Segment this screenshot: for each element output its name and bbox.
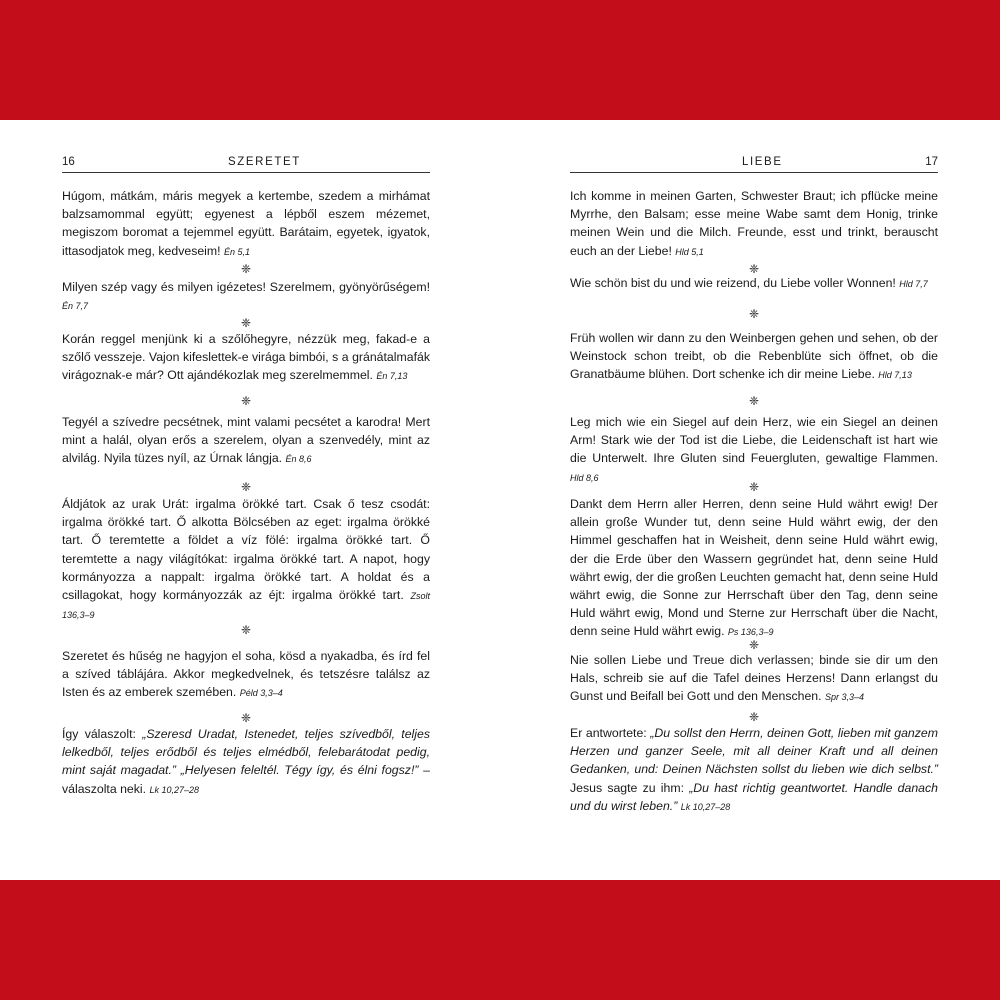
verse-text: Így válaszolt: [62,727,143,741]
ornament-divider: ❈ [748,480,760,494]
verse-paragraph [62,725,430,799]
verse-reference: Lk 10,27–28 [680,801,731,812]
verse-paragraph [62,330,430,386]
ornament-divider: ❈ [240,480,252,494]
verse-text: Szeretet és hűség ne hagyjon el soha, kösd a nyakadba, és írd fel a szíved táblájára. Akkor megkedvelnek, és tetszésre találsz az Isten és az emberek szemében. [62,649,430,700]
ornament-divider: ❈ [748,307,760,321]
ornament-divider: ❈ [240,316,252,330]
verse-reference: Péld 3,3–4 [239,688,283,699]
verse-quote: „Szeresd Uradat, Istenedet, teljes szívedből, teljes lelkedből, teljes erődből és teljes elmédből, felebarátodat pedig, mint saját magadat.” „Helyesen feleltél. Tégy így, és élni fogsz!” [62,727,431,778]
ornament-divider: ❈ [240,262,252,276]
verse-paragraph [62,278,430,315]
verse-text: Tegyél a szívedre pecsétnek, mint valami pecsétet a karodra! Mert mint a halál, olyan erős a szerelem, olyan a szenvedély, mint az alvilág. Nyila tüzes nyíl, az Úrnak lángja. [62,415,430,466]
ornament-divider: ❈ [748,262,760,276]
running-title: SZERETET [228,156,301,168]
verse-paragraph [570,274,938,293]
top-red-band [0,0,1000,120]
verse-quote: „Du sollst den Herrn, deinen Gott, lieben mit ganzem Herzen und ganzer Seele, mit all deiner Kraft und all deinen Gedanken, und: Deinen Nächsten sollst du lieben wie dich selbst.” [570,726,938,777]
verse-reference: Én 7,13 [376,371,408,382]
verse-reference: Hld 8,6 [570,472,599,483]
left-running-head [62,150,430,173]
verse-text: Ich komme in meinen Garten, Schwester Braut; ich pflücke meine Myrrhe, den Balsam; esse meine Wabe samt dem Honig, trinke meinen Wein und die Milch. Freunde, esst und trinkt, berauscht euch an der Liebe! [570,189,938,258]
right-running-head [570,150,938,173]
verse-paragraph [62,647,430,703]
ornament-divider: ❈ [240,394,252,408]
right-page [570,150,938,813]
ornament-divider: ❈ [748,638,760,652]
verse-text: Er antwortete: [570,726,651,740]
verse-reference: Hld 7,13 [878,370,912,381]
verse-paragraph [570,724,938,816]
verse-reference: Én 5,1 [224,246,251,257]
verse-text: Nie sollen Liebe und Treue dich verlassen; binde sie dir um den Hals, schreib sie auf die Tafel deines Herzens! Dann erlangst du Gunst und Beifall bei Gott und den Menschen. [570,653,938,704]
verse-text: Húgom, mátkám, máris megyek a kertembe, szedem a mirhámat balzsamommal együtt; egyenest a lépből eszem mézemet, megiszom boromat a tejemmel együtt. Barátaim, egyetek, igyatok, ittasodjatok meg, kedveseim! [62,189,430,258]
verse-text: Milyen szép vagy és milyen igézetes! Szerelmem, gyönyörűségem! [62,280,430,294]
verse-paragraph [570,651,938,707]
verse-reference: Én 8,6 [285,454,312,465]
verse-reference: Spr 3,3–4 [825,692,865,703]
verse-reference: Hld 5,1 [675,246,704,257]
verse-reference: Zsolt 136,3–9 [62,591,430,621]
verse-text: – válaszolta neki. [62,763,430,796]
verse-text: Áldjátok az urak Urát: irgalma örökké tart. Csak ő tesz csodát: irgalma örökké tart. Ő alkotta Bölcsében az eget: irgalma örökké tart. Ő teremtette a földet a víz fölé: irgalma örökké tart. Ő teremtette a nagy világítókat: irgalma örökké tart. A napot, hogy kormányozza a nappalt: irgalma örökké tart. A holdat és a csillagokat, hogy kormányozzák az éjt: irgalma örökké tart. [62,497,430,603]
ornament-divider: ❈ [240,623,252,637]
verse-quote: „Du hast richtig geantwortet. Handle danach und du wirst leben.” [570,780,938,813]
ornament-divider: ❈ [240,711,252,725]
bottom-red-band [0,880,1000,1000]
page-number: 17 [925,156,938,168]
ornament-divider: ❈ [748,710,760,724]
verse-text: Dankt dem Herrn aller Herren, denn seine Huld währt ewig! Der allein große Wunder tut, denn seine Huld währt ewig, der den Himmel geschaffen hat in Weisheit, denn seine Huld währt ewig, der die Erde über den Wassern gegründet hat, denn seine Huld währt ewig, der die großen Leuchten gemacht hat, denn seine Huld währt ewig, die Sonne zur Herrschaft über den Tag, denn seine Huld währt ewig, Mond und Sterne zur Herrschaft über die Nacht, denn seine Huld währt ewig. [570,497,938,639]
ornament-divider: ❈ [748,394,760,408]
verse-text: Wie schön bist du und wie reizend, du Liebe voller Wonnen! [570,276,896,290]
verse-paragraph [570,413,938,487]
verse-paragraph [62,413,430,469]
verse-reference: Én 7,7 [62,301,89,312]
verse-paragraph [570,495,938,642]
verse-text: Früh wollen wir dann zu den Weinbergen gehen und sehen, ob der Weinstock schon treibt, ob die Rebenblüte sich öffnet, ob die Granatbäume blühen. Dort schenke ich dir meine Liebe. [570,331,938,382]
verse-reference: Ps 136,3–9 [727,627,774,638]
verse-text: Jesus sagte zu ihm: [570,780,690,795]
running-title: LIEBE [742,156,783,168]
page-number: 16 [62,156,75,168]
left-page [62,150,431,796]
verse-paragraph [62,187,430,261]
verse-text: Leg mich wie ein Siegel auf dein Herz, wie ein Siegel an deinen Arm! Stark wie der Tod ist die Liebe, die Leidenschaft ist hart wie die Unterwelt. Ihre Gluten sind Feuergluten, gewaltige Flammen. [570,415,938,466]
verse-paragraph [570,329,938,385]
verse-paragraph [62,495,430,624]
verse-text: Korán reggel menjünk ki a szőlőhegyre, nézzük meg, fakad-e a szőlő vesszeje. Vajon kifeslettek-e virága bimbói, s a gránátalmafák virágoznak-e már? Ott ajándékozlak meg szerelmemmel. [62,332,430,383]
verse-reference: Lk 10,27–28 [149,784,200,795]
verse-paragraph [570,187,938,261]
verse-reference: Hld 7,7 [899,279,928,289]
